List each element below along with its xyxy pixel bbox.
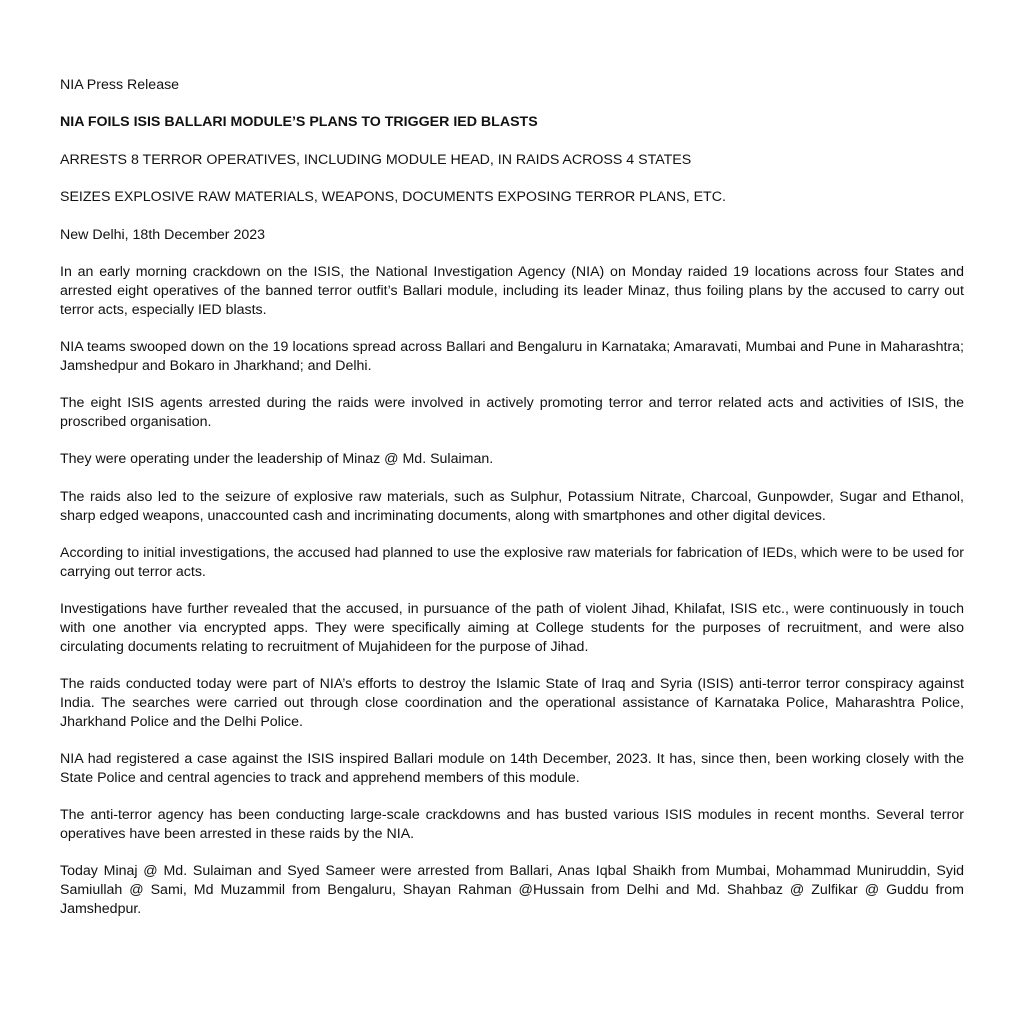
paragraph-investigations-further: Investigations have further revealed that the accused, in pursuance of the path of violent Jihad, Khilafat, ISIS etc., were continuously in touch with one another via encrypted apps. They were specifically aiming at College students for the purposes of recruitment, and were also circulating documents relating to recruitment of Mujahideen for the purpose of Jihad. xyxy=(60,601,964,655)
document-label: NIA Press Release xyxy=(60,77,180,93)
paragraph-case-registered: NIA had registered a case against the ISIS inspired Ballari module on 14th December, 2023. It has, since then, been working closely with the State Police and central agencies to track and apprehend members of this module. xyxy=(60,751,964,786)
press-release-document xyxy=(60,76,964,937)
subheading-arrests: ARRESTS 8 TERROR OPERATIVES, INCLUDING MODULE HEAD, IN RAIDS ACROSS 4 STATES xyxy=(60,151,692,168)
paragraph-locations: NIA teams swooped down on the 19 locations spread across Ballari and Bengaluru in Karnataka; Amaravati, Mumbai and Pune in Maharashtra; Jamshedpur and Bokaro in Jharkhand; and Delhi. xyxy=(60,338,964,374)
paragraph-investigations-initial: According to initial investigations, the accused had planned to use the explosive raw materials for fabrication of IEDs, which were to be used for carrying out terror acts. xyxy=(60,544,964,580)
paragraph-seizure: The raids also led to the seizure of explosive raw materials, such as Sulphur, Potassium Nitrate, Charcoal, Gunpowder, Sugar and Ethanol, sharp edged weapons, unaccounted cash and incriminating documents, along with smartphones and other digital devices. xyxy=(60,488,964,524)
subheading-seizures: SEIZES EXPLOSIVE RAW MATERIALS, WEAPONS, DOCUMENTS EXPOSING TERROR PLANS, ETC. xyxy=(60,189,726,206)
paragraph-raids-purpose: The raids conducted today were part of NIA’s efforts to destroy the Islamic State of Iraq and Syria (ISIS) anti-terror terror conspiracy against India. The searches were carried out through close coordination and the operational assistance of Karnataka Police, Maharashtra Police, Jharkhand Police and the Delhi Police. xyxy=(60,676,964,730)
paragraph-arrests-list: Today Minaj @ Md. Sulaiman and Syed Sameer were arrested from Ballari, Anas Iqbal Shaikh from Mumbai, Mohammad Muniruddin, Syid Samiullah @ Sami, Md Muzammil from Bengaluru, Shayan Rahman @Hussain from Delhi and Md. Shahbaz @ Zulfikar @ Guddu from Jamshedpur. xyxy=(60,863,964,918)
paragraph-agents: The eight ISIS agents arrested during the raids were involved in actively promoting terror and terror related acts and activities of ISIS, the proscribed organisation. xyxy=(60,395,964,430)
paragraph-crackdowns: The anti-terror agency has been conducting large-scale crackdowns and has busted various ISIS modules in recent months. Several terror operatives have been arrested in these raids by the NIA. xyxy=(60,807,964,843)
dateline: New Delhi, 18th December 2023 xyxy=(60,226,266,243)
document-title: NIA FOILS ISIS BALLARI MODULE’S PLANS TO TRIGGER IED BLASTS xyxy=(60,114,538,131)
paragraph-crackdown: In an early morning crackdown on the ISIS, the National Investigation Agency (NIA) on Monday raided 19 locations across four States and arrested eight operatives of the banned terror outfit’s Ballari module, including its leader Minaz, thus foiling plans by the accused to carry out terror acts, especially IED blasts. xyxy=(60,263,964,318)
paragraph-leadership: They were operating under the leadership of Minaz @ Md. Sulaiman. xyxy=(60,451,494,468)
